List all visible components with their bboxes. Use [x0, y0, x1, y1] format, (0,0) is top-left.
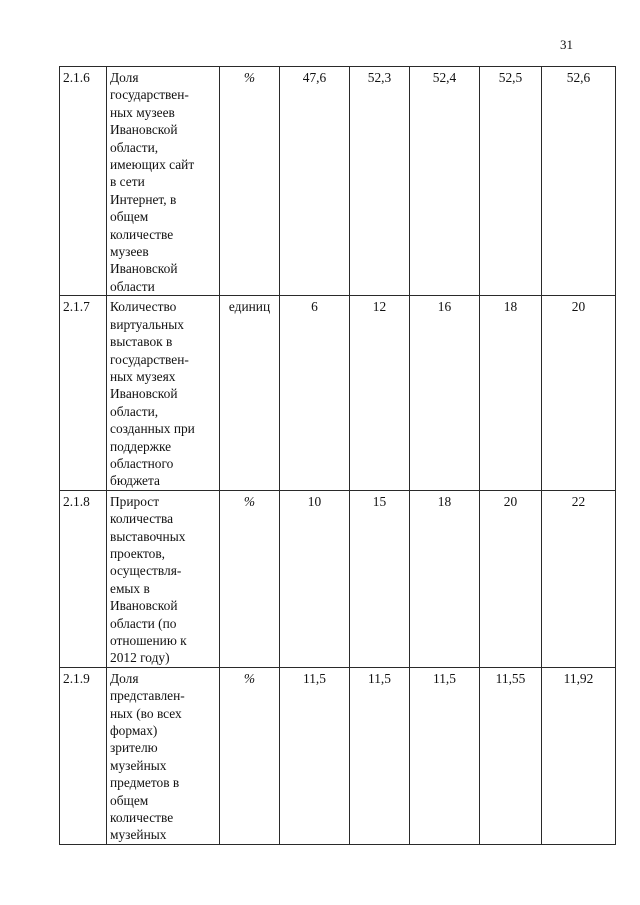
value-cell: 11,5: [410, 667, 480, 844]
value-cell: 52,3: [350, 67, 410, 296]
indicator-name-line: ных музеях: [110, 368, 176, 384]
indicator-name-line: зрителю: [110, 740, 158, 756]
indicator-name-line: емых в: [110, 580, 150, 596]
value-cell: 22: [542, 490, 616, 667]
value-cell: 52,5: [480, 67, 542, 296]
indicator-name-line: в сети: [110, 174, 145, 190]
unit-cell: единиц: [220, 296, 280, 490]
unit-cell: %: [220, 667, 280, 844]
value-cell: 18: [410, 490, 480, 667]
indicator-name-line: количестве: [110, 226, 174, 242]
indicator-name-line: бюджета: [110, 473, 160, 489]
indicator-name-line: отношению к: [110, 633, 187, 648]
value-cell: 15: [350, 490, 410, 667]
unit-cell: %: [220, 67, 280, 296]
indicator-name-line: государствен-: [110, 351, 189, 367]
indicator-name-line: количества: [110, 511, 174, 527]
indicator-name-line: Интернет, в: [110, 191, 177, 207]
indicator-name-line: выставочных: [110, 528, 186, 544]
value-cell: 20: [480, 490, 542, 667]
indicator-name-line: Ивановской: [110, 261, 178, 277]
value-cell: 11,5: [280, 667, 350, 844]
indicator-name-line: виртуальных: [110, 316, 184, 332]
indicator-name-cell: [107, 490, 220, 667]
indicator-name-line: Ивановской: [110, 122, 178, 138]
indicator-name-cell: [107, 67, 220, 296]
indicator-name-line: проектов,: [110, 545, 166, 561]
value-cell: 12: [350, 296, 410, 490]
value-cell: 47,6: [280, 67, 350, 296]
indicator-name-line: предметов в: [110, 775, 180, 791]
row-number-cell: 2.1.9: [60, 667, 107, 844]
indicator-name-line: количестве: [110, 810, 174, 826]
value-cell: 18: [480, 296, 542, 490]
indicator-name-line: области: [110, 278, 155, 294]
indicator-name-line: созданных при: [110, 421, 195, 437]
value-cell: 20: [542, 296, 616, 490]
row-number-cell: 2.1.6: [60, 67, 107, 296]
indicator-name-line: представлен-: [110, 688, 185, 704]
indicator-name-line: общем: [110, 209, 149, 225]
indicator-name-line: Ивановской: [110, 598, 178, 614]
indicator-name-line: Количество: [110, 299, 177, 315]
indicator-name-line: области,: [110, 403, 159, 419]
indicator-name-line: выставок в: [110, 334, 173, 350]
indicator-name-line: 2012 году): [110, 650, 170, 666]
page-number: 31: [560, 37, 573, 52]
indicator-name-line: музеев: [110, 244, 149, 260]
indicator-name-line: музейных: [110, 827, 167, 843]
indicator-name-line: поддержке: [110, 438, 172, 454]
indicator-name-line: Доля: [110, 670, 139, 686]
indicator-name-line: ных музеев: [110, 104, 175, 120]
indicator-name-line: имеющих сайт: [110, 157, 195, 173]
indicator-name-line: областного: [110, 455, 174, 471]
indicator-name-line: Прирост: [110, 493, 160, 509]
value-cell: 16: [410, 296, 480, 490]
unit-cell: %: [220, 490, 280, 667]
indicator-name-line: осуществля-: [110, 563, 182, 579]
value-cell: 10: [280, 490, 350, 667]
value-cell: 11,5: [350, 667, 410, 844]
indicator-name-line: Ивановской: [110, 386, 178, 402]
value-cell: 52,4: [410, 67, 480, 296]
indicator-name-line: Доля: [110, 70, 139, 85]
indicator-name-line: государствен-: [110, 87, 189, 103]
table-row: [60, 667, 616, 844]
indicator-name-cell: [107, 667, 220, 844]
value-cell: 11,92: [542, 667, 616, 844]
value-cell: 11,55: [480, 667, 542, 844]
value-cell: 52,6: [542, 67, 616, 296]
indicators-table: [59, 66, 616, 845]
indicator-name-line: музейных: [110, 757, 167, 773]
indicator-name-line: формах): [110, 723, 158, 739]
table-row: [60, 67, 616, 296]
indicator-name-line: общем: [110, 792, 149, 808]
indicator-name-line: ных (во всех: [110, 705, 182, 721]
row-number-cell: 2.1.7: [60, 296, 107, 490]
indicator-name-cell: [107, 296, 220, 490]
table-row: [60, 296, 616, 490]
indicator-name-line: области,: [110, 139, 159, 155]
value-cell: 6: [280, 296, 350, 490]
row-number-cell: 2.1.8: [60, 490, 107, 667]
table-row: [60, 490, 616, 667]
indicator-name-line: области (по: [110, 615, 177, 631]
